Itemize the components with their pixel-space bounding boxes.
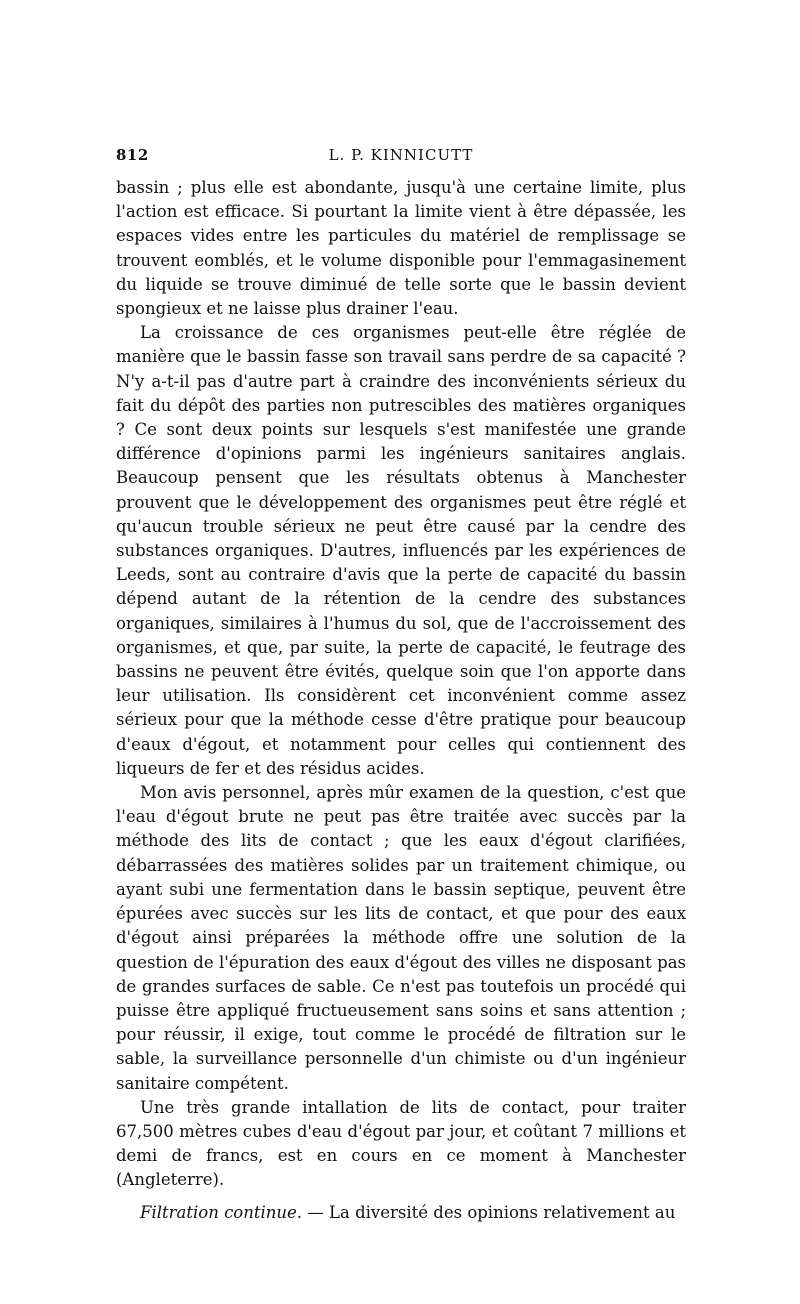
page-number: 812 (116, 146, 149, 164)
body-text (116, 176, 686, 1225)
paragraph-3: Mon avis personnel, après mûr examen de la question, c'est que l'eau d'égout brute ne peut pas être traitée avec succès par la méthode des lits de contact ; que les eaux d'égout clarifiées, débarrassées des matières solides par un traitement chimique, ou ayant subi une fermentation dans le bassin septique, peuvent être épurées avec succès sur les lits de contact, et que pour des eaux d'égout ainsi préparées la méthode offre une solution de la question de l'épuration des eaux d'égout des villes ne disposant pas de grandes surfaces de sable. Ce n'est pas toutefois un procédé qui puisse être appliqué fructueusement sans soins et sans attention ; pour réussir, il exige, tout comme le procédé de filtration sur le sable, la surveillance personnelle d'un chimiste ou d'un ingénieur sanitaire compétent. (116, 783, 686, 1093)
paragraph-4: Une très grande intallation de lits de contact, pour traiter 67,500 mètres cubes d'eau d'égout par jour, et coûtant 7 millions et demi de francs, est en cours en ce moment à Manchester (Angleterre). (116, 1097, 686, 1190)
paragraph-2: La croissance de ces organismes peut-elle être réglée de manière que le bassin fasse son travail sans perdre de sa capacité ? N'y a-t-il pas d'autre part à craindre des inconvénients sérieux du fait du dépôt des parties non putrescibles des matières organiques ? Ce sont deux points sur lesquels s'est manifestée une grande différence d'opinions parmi les ingénieurs sanitaires anglais. Beaucoup pensent que les résultats obtenus à Manchester prouvent que le développement des organismes peut être réglé et qu'aucun trouble sérieux ne peut être causé par la cendre des substances organiques. D'autres, influencés par les expériences de Leeds, sont au contraire d'avis que la perte de capacité du bassin dépend autant de la rétention de la cendre des substances organiques, similaires à l'humus du sol, que de l'accroissement des organismes, et que, par suite, la perte de capacité, le feutrage des bassins ne peuvent être évités, quelque soin que l'on apporte dans leur utilisation. Ils considèrent cet inconvénient comme assez sérieux pour que la méthode cesse d'être pratique pour beaucoup d'eaux d'égout, et notamment pour celles qui contiennent des liqueurs de fer et des résidus acides. (116, 323, 686, 778)
running-head: L. P. KINNICUTT (328, 146, 474, 164)
section-text: — La diversité des opinions relativement au (302, 1202, 676, 1222)
section-heading: Filtration continue. (140, 1202, 303, 1222)
section-paragraph (116, 1201, 686, 1225)
paragraph-1: bassin ; plus elle est abondante, jusqu'à une certaine limite, plus l'action est efficace. Si pourtant la limite vient à être dépassée, les espaces vides entre les particules du matériel de remplissage se trouvent eomblés, et le volume disponible pour l'emmagasinement du liquide se trouve diminué de telle sorte que le bassin devient spongieux et ne laisse plus drainer l'eau. (116, 178, 686, 319)
page-header (116, 146, 686, 170)
